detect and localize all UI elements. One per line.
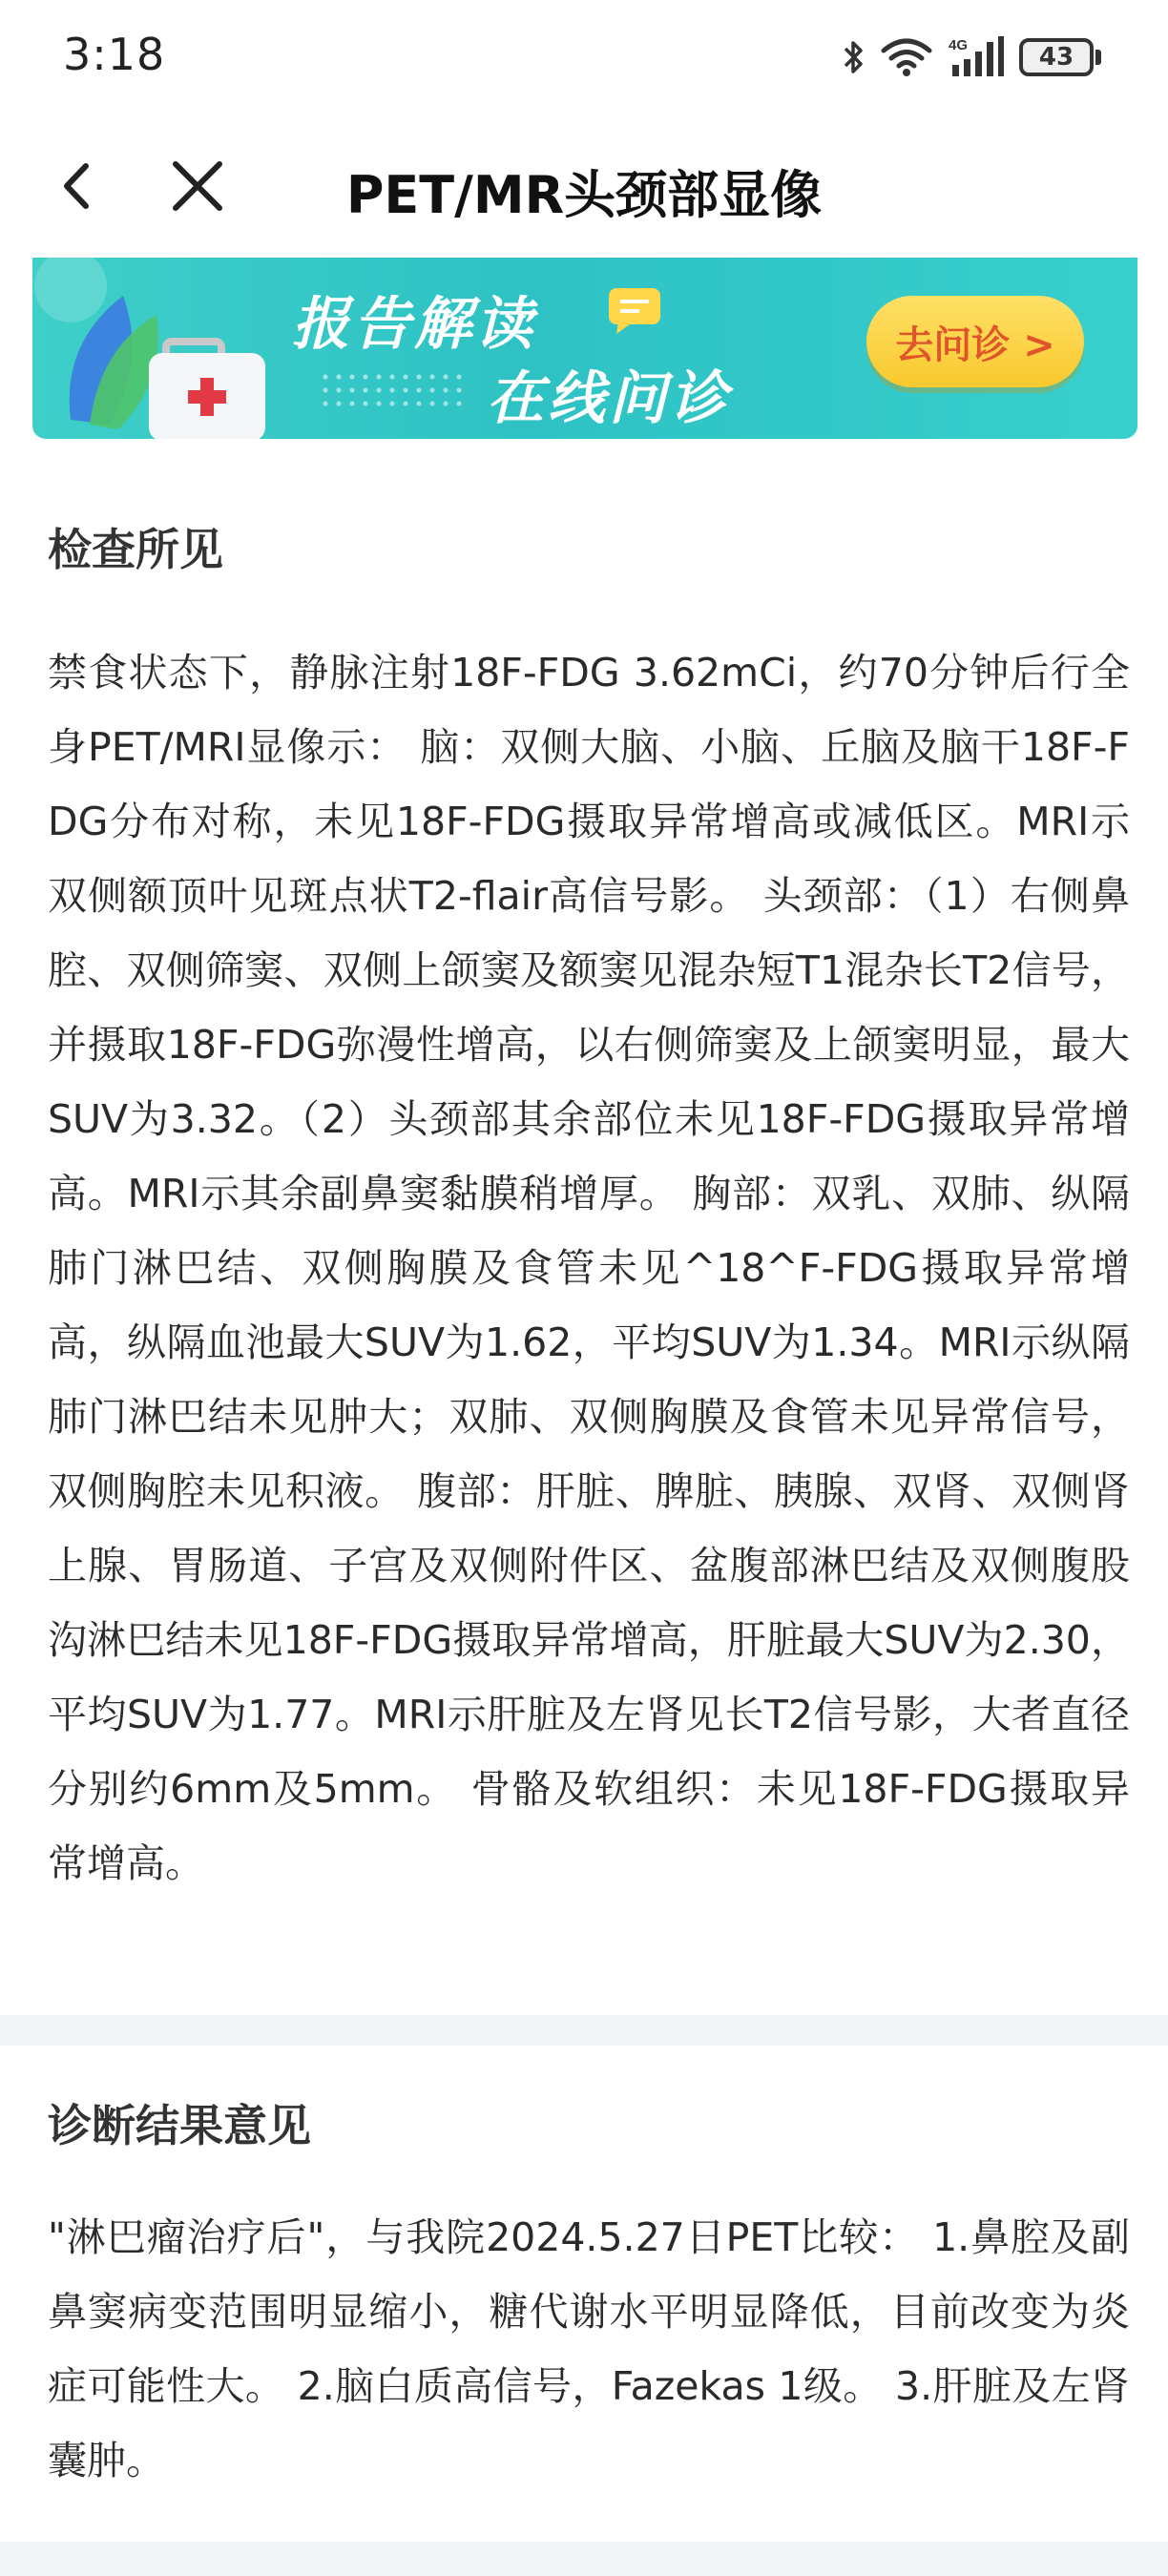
svg-text:4G: 4G [949,37,969,53]
status-icons [842,32,1101,82]
medical-kit-icon [32,258,290,439]
battery-icon [1019,38,1101,76]
consult-button[interactable]: 去问诊 > [866,296,1084,387]
status-time: 3:18 [63,29,166,80]
diagnosis-text: "淋巴瘤治疗后"，与我院2024.5.27日PET比较： 1.鼻腔及副鼻窦病变范围明显缩小，糖代谢水平明显降低，目前改变为炎症可能性大。 2.脑白质高信号，Fazekas 1级。 3.肝脏及左肾囊肿。 [48,2214,1131,2483]
banner-headline: 报告解读 [292,291,536,358]
consult-banner[interactable] [32,258,1137,439]
nav-bar [0,114,1168,258]
findings-section [0,469,1168,2015]
page-title: PET/MR头颈部显像 [345,165,823,225]
diagnosis-title: 诊断结果意见 [48,2100,311,2151]
bluetooth-icon [842,38,866,76]
findings-text: 禁食状态下，静脉注射18F-FDG 3.62mCi，约70分钟后行全身PET/MRI显像示： 脑：双侧大脑、小脑、丘脑及脑干18F-FDG分布对称，未见18F-FDG摄取异常增高或减低区。MRI示双侧额顶叶见斑点状T2-flair高信号影。 头颈部：（1）右侧鼻腔、双侧筛窦、双侧上颌窦及额窦见混杂短T1混杂长T2信号，并摄取18F-FDG弥漫性增高，以右侧筛窦及上颌窦明显，最大SUV为3.32。（2）头颈部其余部位未见18F-FDG摄取异常增高。MRI示其余副鼻窦黏膜稍增厚。 胸部：双乳、双肺、纵隔肺门淋巴结、双侧胸膜及食管未见^18^F-FDG摄取异常增高，纵隔血池最大SUV为1.62，平均SUV为1.34。MRI示纵隔肺门淋巴结未见肿大；双肺、双侧胸膜及食管未见异常信号，双侧胸腔未见积液。 腹部：肝脏、脾脏、胰腺、双肾、双侧肾上腺、胃肠道、子宫及双侧附件区、盆腹部淋巴结及双侧腹股沟淋巴结未见18F-FDG摄取异常增高，肝脏最大SUV为2.30，平均SUV为1.77。MRI示肝脏及左肾见长T2信号影，大者直径分别约6mm及5mm。 骨骼及软组织：未见18F-FDG摄取异常增高。 [48,650,1130,1886]
banner-container [0,258,1168,469]
decorative-dots [319,370,462,408]
findings-title: 检查所见 [48,524,223,575]
battery-level: 43 [1019,38,1094,76]
chat-bubble-icon [607,286,662,334]
status-bar [0,0,1168,114]
banner-subheadline: 在线问诊 [487,365,731,432]
diagnosis-section [0,2046,1168,2542]
signal-4g-icon [947,36,1006,78]
wifi-icon [880,37,933,77]
